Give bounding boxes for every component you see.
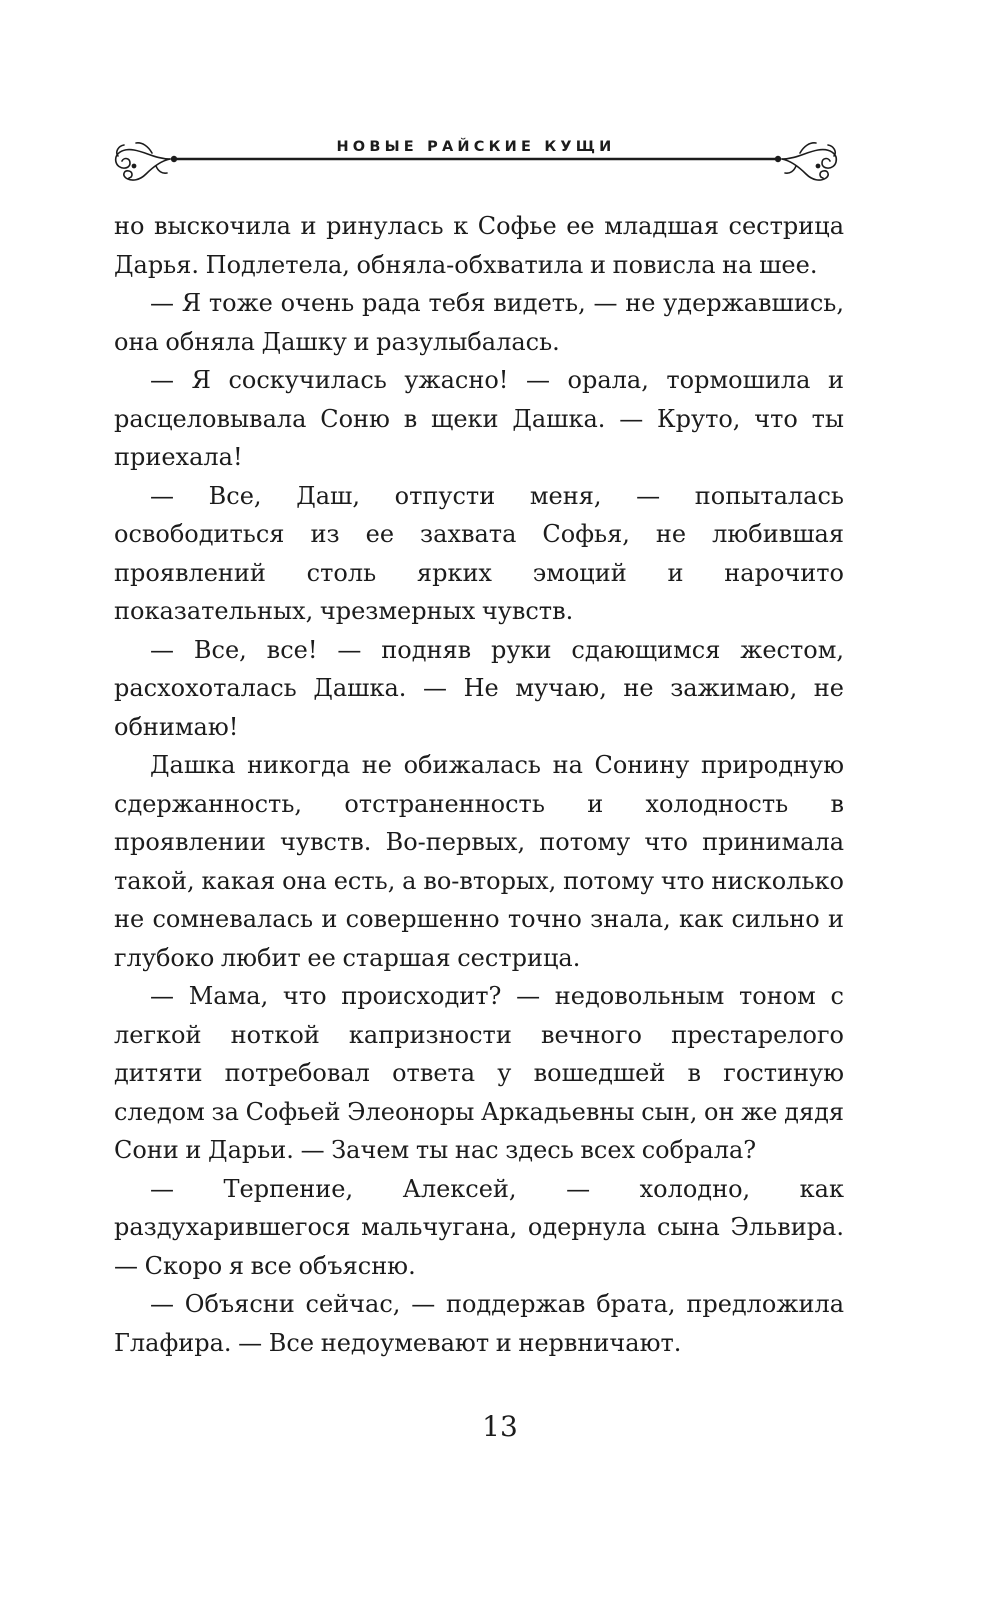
body-text (114, 207, 844, 1362)
running-header (112, 128, 840, 196)
paragraph: — Я соскучилась ужасно! — орала, тормошила и расцеловывала Соню в щеки Дашка. — Круто, что ты приехала! (114, 366, 844, 471)
page-number: 13 (482, 1410, 518, 1443)
paragraph: — Мама, что происходит? — недовольным тоном с легкой ноткой капризности вечного престарелого дитяти потребовал ответа у вошедшей в гостиную следом за Софьей Элеоноры Аркадьевны сын, он же дядя Сони и Дарьи. — Зачем ты нас здесь всех собрала? (114, 982, 844, 1164)
paragraph: — Все, все! — подняв руки сдающимся жестом, расхохоталась Дашка. — Не мучаю, не зажимаю, не обнимаю! (114, 635, 844, 741)
paragraph: но выскочила и ринулась к Софье ее младшая сестрица Дарья. Подлетела, обняла-обхватила и повисла на шее. (114, 212, 844, 279)
paragraph: Дашка никогда не обижалась на Сонину природную сдержанность, отстраненность и холодность в проявлении чувств. Во-первых, потому что принимала такой, какая она есть, а во-вторых, потому что нисколько не сомневалась и совершенно точно знала, как сильно и глубоко любит ее старшая сестрица. (114, 751, 844, 972)
paragraph: — Объясни сейчас, — поддержав брата, предложила Глафира. — Все недоумевают и нервничают. (114, 1290, 844, 1357)
paragraph: — Я тоже очень рада тебя видеть, — не удержавшись, она обняла Дашку и разулыбалась. (114, 289, 844, 356)
paragraph: — Все, Даш, отпусти меня, — попыталась освободиться из ее захвата Софья, не любившая проявлений столь ярких эмоций и нарочито показательных, чрезмерных чувств. (114, 481, 844, 625)
paragraph: — Терпение, Алексей, — холодно, как раздухарившегося мальчугана, одернула сына Эльвира. — Скоро я все объясню. (114, 1174, 844, 1280)
running-title: НОВЫЕ РАЙСКИЕ КУЩИ (336, 139, 616, 155)
